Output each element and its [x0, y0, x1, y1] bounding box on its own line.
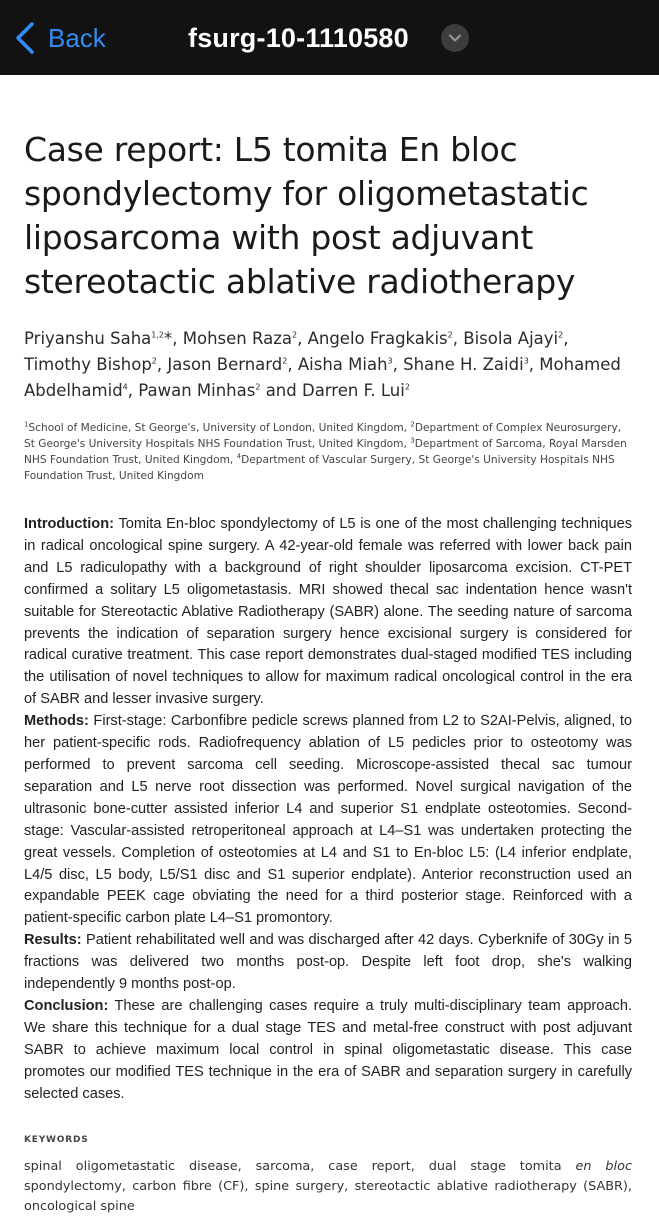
affiliation-text: School of Medicine, St George's, University of London, United Kingdom, — [28, 422, 408, 434]
chevron-down-icon — [448, 33, 462, 43]
author-affiliation-marker: 2 — [282, 356, 288, 366]
affiliation-number: 2 — [410, 420, 415, 429]
author-name: Timothy Bishop — [24, 355, 152, 374]
abstract-section-text: Patient rehabilitated well and was discharged after 42 days. Cyberknife of 30Gy in 5 fractions was delivered two months post-op. Despite left foot drop, she's walking independently 9 months post-op. — [24, 932, 632, 993]
keywords-text-continued: spondylectomy, carbon fibre (CF), spine surgery, stereotactic ablative radiotherapy (SABR), oncological spine — [24, 1179, 632, 1215]
article-title: Case report: L5 tomita En bloc spondylectomy for oligometastatic liposarcoma with post adjuvant stereotactic ablative radiotherapy — [24, 130, 589, 301]
author-name: Darren F. Lui — [301, 381, 405, 400]
author-affiliation-marker: 2 — [292, 330, 298, 340]
author-affiliation-marker: 3 — [523, 356, 529, 366]
chevron-left-icon — [14, 21, 36, 55]
author-name: Jason Bernard — [167, 355, 283, 374]
keywords-italic-text: en bloc — [575, 1159, 632, 1175]
affiliation-number: 1 — [24, 420, 29, 429]
abstract-section-text: These are challenging cases require a truly multi-disciplinary team approach. We share this technique for a dual stage TES and metal-free construct with post adjuvant SABR to achieve maximum local control in spinal oligometastatic disease. This case promotes our modified TES technique in the era of SABR and separation surgery in carefully selected cases. — [24, 997, 632, 1102]
author-affiliation-marker: 2 — [255, 382, 261, 392]
author-name: Aisha Miah — [297, 355, 388, 374]
author-name: Bisola Ajayi — [463, 329, 559, 348]
affiliations — [24, 420, 632, 484]
author-name: Priyanshu Saha — [24, 329, 152, 348]
keywords-text: spinal oligometastatic disease, sarcoma, case report, dual stage tomita — [24, 1159, 562, 1175]
abstract-section — [24, 711, 632, 930]
back-label: Back — [48, 22, 106, 53]
abstract-section-label: Results: — [24, 932, 82, 949]
author-affiliation-marker: 4 — [122, 382, 128, 392]
keywords-heading: KEYWORDS — [24, 1135, 89, 1146]
top-navigation-bar — [0, 0, 659, 75]
abstract-section — [24, 996, 632, 1106]
affiliation-text: Department of Complex Neurosurgery, St George's University Hospitals NHS Foundation Trust, United Kingdom, — [24, 422, 622, 450]
abstract-section — [24, 514, 632, 711]
author-affiliation-marker: 2 — [558, 330, 564, 340]
author-affiliation-marker: 2 — [151, 356, 157, 366]
author-conjunction: and — [265, 381, 297, 400]
author-name: Mohamed Abdelhamid — [24, 355, 621, 400]
author-name: Pawan Minhas — [138, 381, 256, 400]
abstract-section-label: Methods: — [24, 713, 89, 730]
affiliation-number: 4 — [236, 452, 242, 461]
author-list: Priyanshu Saha$^{1,2}$*, Mohsen Raza$^2$, Angelo Fragkakis$^2$, Bisola Ajayi$^2$, Timothy Bishop$^2$, Jason Bernard$^2$, Aisha Miah$^3$, Shane H. Zaidi$^3$, Mohamed Abdelhamid$^4$, Pawan Minhas$^2$ and Darren F. Lui$^2$ — [24, 329, 621, 400]
abstract-section — [24, 930, 632, 996]
document-content[interactable] — [24, 128, 632, 1217]
back-button[interactable] — [14, 20, 106, 56]
author-affiliation-marker: 1,2 — [151, 330, 165, 340]
corresponding-author-mark: * — [164, 329, 173, 348]
author-affiliation-marker: 3 — [387, 356, 393, 366]
abstract-section-text: Tomita En-bloc spondylectomy of L5 is one of the most challenging techniques in radical oncological spine surgery. A 42-year-old female was referred with lower back pain and L5 radiculopathy with a background of right shoulder liposarcoma excision. CT-PET confirmed a solitary L5 oligometastasis. MRI showed thecal sac indentation hence wasn't suitable for Stereotactic Ablative Radiotherapy (SABR) alone. The seeding nature of sarcoma prevents the indication of separation surgery hence excisional surgery is considered for radical curative treatment. This case report demonstrates dual-staged modified TES including the utilisation of novel techniques to allow for maximum radical oncological control in the era of SABR and lesser invasive surgery. — [24, 516, 632, 708]
author-name: Angelo Fragkakis — [307, 329, 448, 348]
abstract-section-label: Introduction: — [24, 516, 114, 532]
title-menu-button[interactable] — [441, 24, 469, 52]
document-title: fsurg-10-1110580 — [188, 23, 409, 53]
author-name: Shane H. Zaidi — [403, 355, 524, 374]
author-affiliation-marker: 2 — [404, 382, 410, 392]
abstract-section-label: Conclusion: — [24, 997, 109, 1014]
author-name: Mohsen Raza — [182, 329, 292, 348]
abstract-section-text: First-stage: Carbonfibre pedicle screws planned from L2 to S2AI-Pelvis, aligned, to her patient-specific rods. Radiofrequency ablation of L5 pedicles prior to osteotomy was performed to prevent sarcoma cell seeding. Microscope-assisted thecal sac tumour separation and L5 nerve root dissection was performed. Novel surgical navigation of the ultrasonic bone-cutter assisted inferior L4 and superior S1 endplate osteotomies. Second-stage: Vascular-assisted retroperitoneal approach at L4–S1 was undertaken protecting the great vessels. Completion of osteotomies at L4 and S1 to En-bloc L5: (L4 inferior endplate, L4/5 disc, L5 body, L5/S1 disc and S1 superior endplate). Anterior reconstruction used an expandable PEEK cage obviating the need for a third posterior stage. Reinforced with a patient-specific carbon plate L4–S1 promontory. — [24, 713, 632, 927]
abstract — [24, 514, 632, 1105]
affiliation-text: Department of Vascular Surgery, St George's University Hospitals NHS Foundation Trust, United Kingdom — [24, 454, 615, 482]
affiliation-text: Department of Sarcoma, Royal Marsden NHS Foundation Trust, United Kingdom, — [24, 438, 627, 466]
keywords-list — [24, 1157, 632, 1217]
author-affiliation-marker: 2 — [447, 330, 453, 340]
affiliation-number: 3 — [410, 436, 415, 445]
